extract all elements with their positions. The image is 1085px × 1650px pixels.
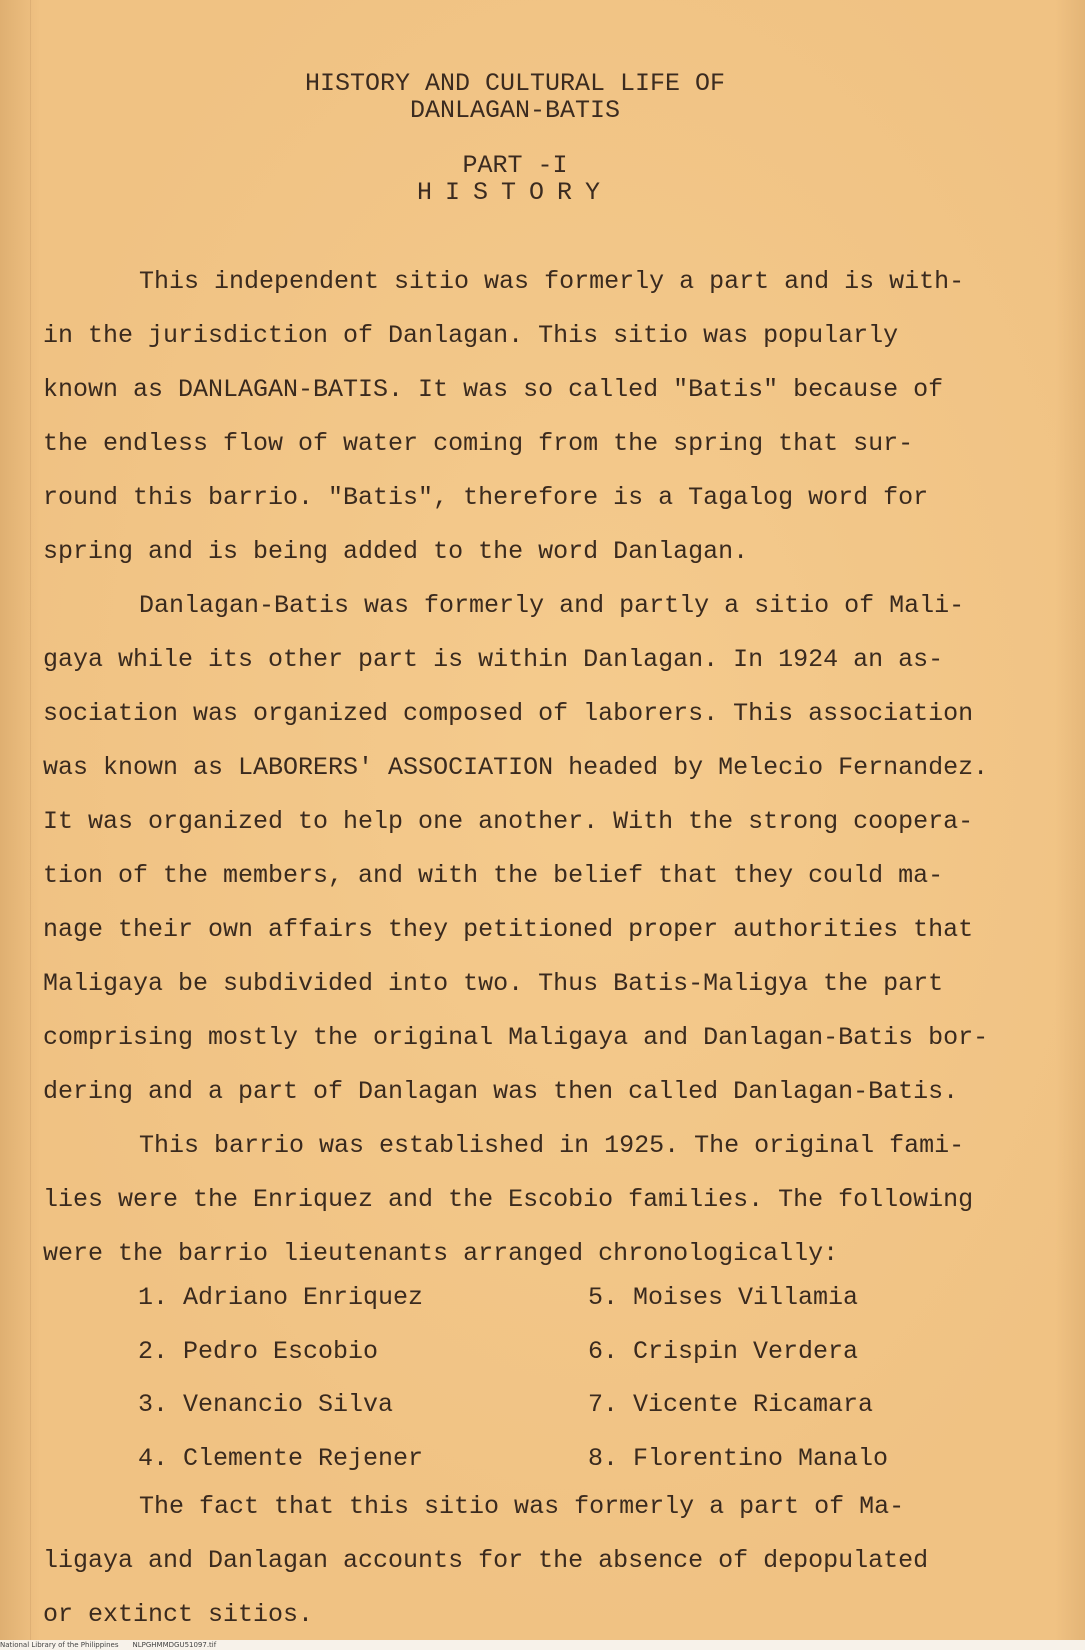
paragraph-line: round this barrio. "Batis", therefore is a Tagalog word for bbox=[43, 483, 929, 512]
paragraph-line: dering and a part of Danlagan was then called Danlagan-Batis. bbox=[43, 1077, 959, 1106]
paragraph-line: tion of the members, and with the belief that they could ma- bbox=[43, 861, 944, 890]
document-title-line1: HISTORY AND CULTURAL LIFE OF bbox=[304, 69, 726, 98]
paragraph-line: It was organized to help one another. With the strong coopera- bbox=[43, 807, 974, 836]
paragraph-line: Danlagan-Batis was formerly and partly a sitio of Mali- bbox=[139, 591, 965, 620]
document-title-line2: DANLAGAN-BATIS bbox=[409, 96, 621, 125]
paragraph-line: known as DANLAGAN-BATIS. It was so called "Batis" because of bbox=[43, 375, 944, 404]
list-item bbox=[138, 1432, 1038, 1486]
paragraph-line: This barrio was established in 1925. The original fami- bbox=[139, 1131, 965, 1160]
footer-file: NLPGHMMDGU51097.tif bbox=[132, 1641, 217, 1649]
paragraph-line: This independent sitio was formerly a part and is with- bbox=[139, 267, 965, 296]
lieutenant-name: 5. Moises Villamia bbox=[588, 1283, 859, 1312]
part-label: PART -I bbox=[462, 151, 568, 180]
paragraph-line: nage their own affairs they petitioned proper authorities that bbox=[43, 915, 974, 944]
footer-source: National Library of the Philippines bbox=[0, 1641, 119, 1649]
section-label: HISTORY bbox=[416, 178, 614, 207]
lieutenants-list bbox=[138, 1271, 1038, 1485]
paragraph-line: the endless flow of water coming from the spring that sur- bbox=[43, 429, 914, 458]
paragraph-line: The fact that this sitio was formerly a part of Ma- bbox=[139, 1492, 905, 1521]
lieutenant-name: 1. Adriano Enriquez bbox=[138, 1283, 424, 1312]
lieutenant-name: 8. Florentino Manalo bbox=[588, 1443, 889, 1473]
list-item bbox=[138, 1378, 1038, 1432]
lieutenant-name: 2. Pedro Escobio bbox=[138, 1336, 379, 1366]
paragraph-line: in the jurisdiction of Danlagan. This sitio was popularly bbox=[43, 321, 899, 350]
body-text bbox=[43, 255, 1063, 1281]
paragraph-line: ligaya and Danlagan accounts for the absence of depopulated bbox=[43, 1546, 929, 1575]
list-item bbox=[138, 1271, 1038, 1325]
margin-rule bbox=[30, 0, 31, 1640]
paragraph-line: spring and is being added to the word Danlagan. bbox=[43, 537, 749, 566]
lieutenant-name: 4. Clemente Rejener bbox=[138, 1443, 424, 1473]
scan-footer bbox=[0, 1640, 1085, 1650]
paragraph-line: or extinct sitios. bbox=[43, 1600, 314, 1629]
paragraph-line: sociation was organized composed of laborers. This association bbox=[43, 699, 974, 728]
paragraph-line: Maligaya be subdivided into two. Thus Batis-Maligya the part bbox=[43, 969, 944, 998]
paragraph-line: was known as LABORERS' ASSOCIATION headed by Melecio Fernandez. bbox=[43, 753, 989, 782]
closing-paragraph bbox=[43, 1480, 1063, 1642]
paragraph-line: comprising mostly the original Maligaya and Danlagan-Batis bor- bbox=[43, 1023, 989, 1052]
list-item bbox=[138, 1325, 1038, 1379]
lieutenant-name: 3. Venancio Silva bbox=[138, 1390, 394, 1419]
paragraph-line: lies were the Enriquez and the Escobio families. The following bbox=[43, 1185, 974, 1214]
lieutenant-name: 7. Vicente Ricamara bbox=[588, 1390, 874, 1419]
lieutenant-name: 6. Crispin Verdera bbox=[588, 1336, 859, 1366]
paragraph-line: were the barrio lieutenants arranged chronologically: bbox=[43, 1239, 839, 1268]
paragraph-line: gaya while its other part is within Danlagan. In 1924 an as- bbox=[43, 645, 944, 674]
